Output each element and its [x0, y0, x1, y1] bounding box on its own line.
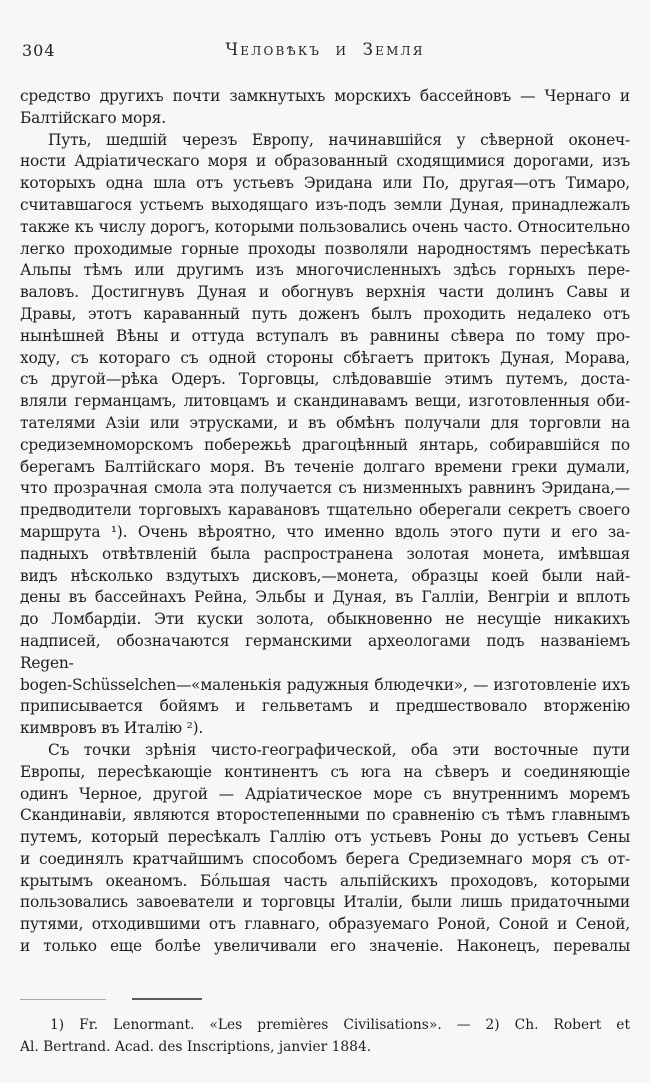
paragraph — [20, 86, 630, 130]
text-line: Съ точки зрѣнія чисто-географической, оба эти восточные пути — [48, 740, 630, 759]
text-line: валовъ. Достигнувъ Дуная и обогнувъ верхнія части долинъ Савы и — [20, 283, 630, 302]
page-number: 304 — [22, 41, 56, 60]
text-line: средиземноморскомъ побережьѣ драгоцѣнный янтарь, собиравшійся по — [20, 435, 630, 454]
page-header — [20, 40, 630, 62]
text-line: дены въ бассейнахъ Рейна, Эльбы и Дуная, въ Галліи, Венгріи и вплоть — [20, 588, 630, 607]
text-line: пользовались завоеватели и торговцы Италіи, были лишь придаточными — [20, 893, 630, 912]
text-line: вляли германцамъ, литовцамъ и скандинавамъ вещи, изготовленныя оби- — [20, 392, 630, 411]
text-line: средство другихъ почти замкнутыхъ морскихъ бассейновъ — Чернаго и — [20, 87, 630, 105]
footnote — [20, 1014, 630, 1058]
paragraph — [20, 130, 630, 740]
paragraph — [20, 1014, 630, 1058]
text-line: и соединялъ кратчайшимъ способомъ берега Средиземнаго моря съ от- — [20, 849, 630, 868]
text-line: что прозрачная смола эта получается съ низменныхъ равнинъ Эридана,— — [20, 479, 630, 498]
text-line: кимвровъ въ Италію ²). — [20, 719, 204, 738]
running-title: Человѣкъ и Земля — [225, 40, 425, 59]
text-line: надписей, обозначаются германскими археологами подъ названіемъ Regen- — [20, 631, 630, 672]
text-line: предводители торговыхъ каравановъ тщательно оберегали секретъ своего — [20, 501, 630, 520]
footnote-rule-left — [20, 999, 106, 1000]
text-line: Альпы тѣмъ или другимъ изъ многочисленныхъ здѣсь горныхъ пере- — [20, 261, 630, 280]
text-line: 1) Fr. Lenormant. «Les premières Civilisations». — 2) Ch. Robert et — [50, 1016, 630, 1033]
text-line: маршрута ¹). Очень вѣроятно, что именно вдоль этого пути и его за- — [20, 522, 630, 541]
body-text — [20, 86, 630, 958]
text-line: падныхъ отвѣтвленій была распространена золотая монета, имѣвшая — [20, 544, 630, 563]
text-line: приписывается бойямъ и гельветамъ и предшествовало вторженію — [20, 697, 630, 716]
text-line: и только еще болѣе увеличивали его значеніе. Наконецъ, перевалы — [20, 937, 630, 956]
text-line: путемъ, который пересѣкалъ Галлію отъ устьевъ Роны до устьевъ Сены — [20, 828, 630, 847]
text-line: ности Адріатическаго моря и образованный сходящимися дорогами, изъ — [20, 152, 630, 171]
text-line: видъ нѣсколько вздутыхъ дисковъ,—монета, образцы коей были най- — [20, 566, 630, 585]
text-line: легко проходимые горные проходы позволяли народностямъ пересѣкать — [20, 239, 630, 258]
text-line: путями, отходившими отъ главнаго, образуемаго Роной, Соной и Сеной, — [20, 915, 630, 934]
text-line: съ другой—рѣка Одеръ. Торговцы, слѣдовавшіе этимъ путемъ, доста- — [20, 370, 630, 389]
text-line: Балтійскаго моря. — [20, 108, 166, 127]
text-line: тателями Азіи или этрусками, и въ обмѣнъ получали для торговли на — [20, 413, 630, 432]
text-line: до Ломбардіи. Эти куски золота, обыкновенно не несущіе никакихъ — [20, 610, 630, 629]
footnote-separator — [20, 998, 630, 1001]
text-line: Скандинавіи, являются второстепенными по сравненію съ тѣмъ главнымъ — [20, 806, 630, 825]
text-line: Al. Bertrand. Acad. des Inscriptions, janvier 1884. — [20, 1038, 372, 1055]
text-line: ходу, съ котораго съ одной стороны сбѣгаетъ притокъ Дуная, Морава, — [20, 348, 630, 367]
text-line: Европы, пересѣкающіе континентъ съ юга на сѣверъ и соединяющіе — [20, 762, 630, 781]
text-line: также къ числу дорогъ, которыми пользовались очень часто. Относительно — [20, 217, 630, 236]
text-line: Дравы, этотъ караванный путь доженъ былъ проходить недалеко отъ — [20, 304, 630, 323]
text-line: одинъ Черное, другой — Адріатическое море съ внутреннимъ моремъ — [20, 784, 630, 803]
paragraph — [20, 740, 630, 958]
text-line: считавшагося устьемъ выходящаго изъ-подъ земли Дуная, принадлежалъ — [20, 195, 630, 214]
footnote-rule-right — [132, 998, 202, 1000]
text-line: крытымъ океаномъ. Бо́льшая часть альпійскихъ проходовъ, которыми — [20, 871, 630, 890]
text-line: берегамъ Балтійскаго моря. Въ теченіе долгаго времени греки думали, — [20, 457, 630, 476]
text-line: которыхъ одна шла отъ устьевъ Эридана или По, другая—отъ Тимаро, — [20, 174, 630, 193]
text-line: Путь, шедшій черезъ Европу, начинавшійся у сѣверной оконеч- — [48, 130, 630, 149]
text-line: нынѣшней Вѣны и оттуда вступалъ въ равнины сѣвера по тому про- — [20, 326, 630, 345]
text-line: bogen-Schüsselchen—«маленькія радужныя блюдечки», — изготовленіе ихъ — [20, 675, 630, 694]
